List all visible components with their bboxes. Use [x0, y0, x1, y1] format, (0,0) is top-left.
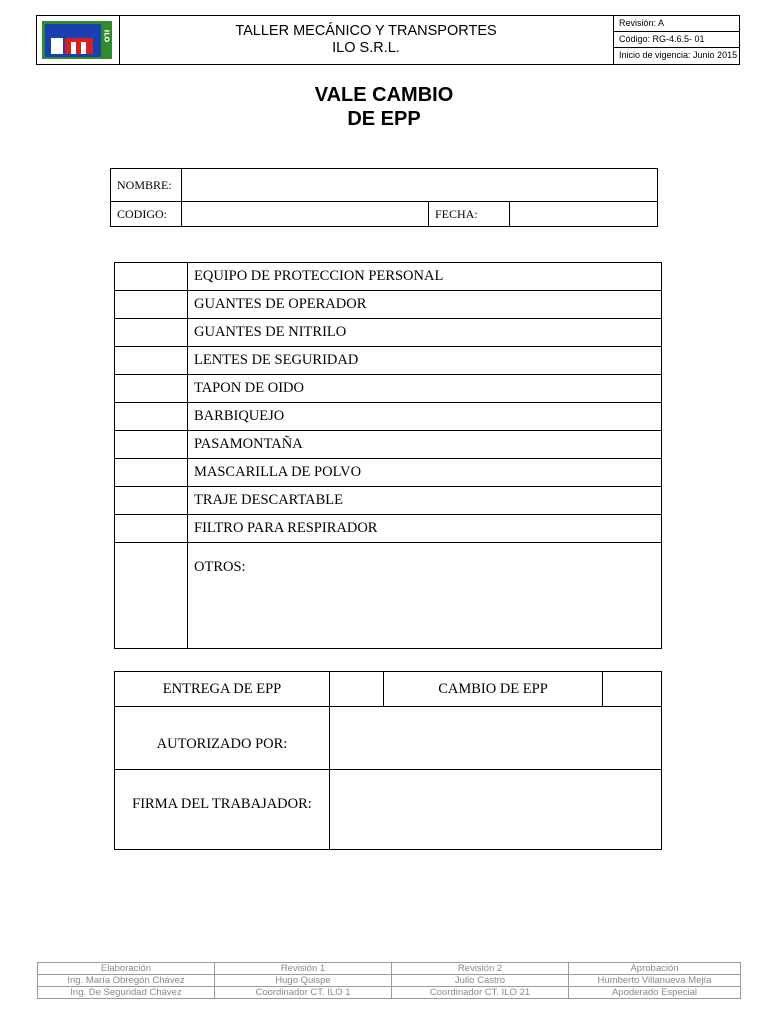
- footer-header: Aprobación: [569, 963, 741, 975]
- firma-field[interactable]: [330, 770, 662, 850]
- logo-letters: ILO: [102, 29, 111, 43]
- epp-check[interactable]: [115, 431, 188, 459]
- entrega-label: ENTREGA DE EPP: [115, 672, 330, 707]
- epp-row: [115, 375, 662, 403]
- epp-check[interactable]: [115, 263, 188, 291]
- company-logo: [37, 16, 119, 64]
- epp-check[interactable]: [115, 487, 188, 515]
- footer-name: Ing. María Obregón Chávez: [38, 975, 215, 987]
- epp-row: [115, 431, 662, 459]
- worker-info-table: [110, 168, 658, 227]
- footer-name: Hugo Quispe: [215, 975, 392, 987]
- document-title-line-1: VALE CAMBIO: [314, 84, 454, 106]
- epp-check[interactable]: [115, 347, 188, 375]
- document-title-line-2: DE EPP: [347, 108, 421, 130]
- epp-item-label: TRAJE DESCARTABLE: [188, 487, 662, 515]
- footer-name: Julio Castro: [392, 975, 569, 987]
- footer-role: Coordinador CT. ILO 1: [215, 987, 392, 999]
- fecha-label: FECHA:: [429, 202, 510, 227]
- epp-row: [115, 319, 662, 347]
- footer-role: Ing. De Seguridad Chávez: [38, 987, 215, 999]
- footer-role: Apoderado Especial: [569, 987, 741, 999]
- codigo-field[interactable]: [182, 202, 429, 227]
- epp-table: [114, 262, 662, 649]
- otros-check[interactable]: [115, 543, 188, 649]
- cambio-check[interactable]: [603, 672, 662, 707]
- codigo-label: CODIGO:: [111, 202, 182, 227]
- firma-label: FIRMA DEL TRABAJADOR:: [115, 770, 330, 850]
- epp-item-label: MASCARILLA DE POLVO: [188, 459, 662, 487]
- epp-check[interactable]: [115, 375, 188, 403]
- epp-row: [115, 459, 662, 487]
- otros-row: [115, 543, 662, 649]
- autorizado-field[interactable]: [330, 707, 662, 770]
- epp-check[interactable]: [115, 403, 188, 431]
- footer-name: Humberto Villanueva Mejía: [569, 975, 741, 987]
- company-line-1: TALLER MECÁNICO Y TRANSPORTES: [235, 23, 497, 39]
- entrega-check[interactable]: [330, 672, 384, 707]
- epp-check[interactable]: [115, 319, 188, 347]
- epp-item-label: TAPON DE OIDO: [188, 375, 662, 403]
- footer-header: Revisión 1: [215, 963, 392, 975]
- epp-check[interactable]: [115, 515, 188, 543]
- epp-item-label: PASAMONTAÑA: [188, 431, 662, 459]
- otros-label: OTROS:: [188, 543, 662, 649]
- approval-footer: [37, 962, 741, 999]
- epp-check[interactable]: [115, 459, 188, 487]
- epp-item-label: BARBIQUEJO: [188, 403, 662, 431]
- cambio-label: CAMBIO DE EPP: [384, 672, 603, 707]
- footer-header: Revisión 2: [392, 963, 569, 975]
- epp-item-label: GUANTES DE NITRILO: [188, 319, 662, 347]
- footer-header: Elaboración: [38, 963, 215, 975]
- vigencia-text: Inicio de vigencia: Junio 2015: [619, 50, 738, 60]
- epp-row: [115, 347, 662, 375]
- footer-headers-row: [38, 963, 741, 975]
- epp-item-label: FILTRO PARA RESPIRADOR: [188, 515, 662, 543]
- codigo-text: Código: RG-4.6.5- 01: [614, 32, 740, 48]
- epp-row: [115, 487, 662, 515]
- nombre-label: NOMBRE:: [111, 169, 182, 202]
- autorizado-label: AUTORIZADO POR:: [115, 707, 330, 770]
- logo-cell: [37, 16, 120, 64]
- epp-item-label: GUANTES DE OPERADOR: [188, 291, 662, 319]
- company-line-2: ILO S.R.L.: [332, 40, 400, 56]
- signoff-table: [114, 671, 662, 850]
- revision-text: Revisión: A: [614, 16, 740, 32]
- company-name: [119, 16, 614, 64]
- epp-row: [115, 403, 662, 431]
- document-meta: [614, 16, 740, 64]
- epp-row: [115, 291, 662, 319]
- document-header: [36, 15, 740, 65]
- fecha-field[interactable]: [510, 202, 658, 227]
- epp-check[interactable]: [115, 291, 188, 319]
- epp-item-label: LENTES DE SEGURIDAD: [188, 347, 662, 375]
- nombre-field[interactable]: [182, 169, 658, 202]
- footer-names-row: [38, 975, 741, 987]
- footer-roles-row: [38, 987, 741, 999]
- epp-row: [115, 263, 662, 291]
- footer-role: Coordinador CT. ILO 21: [392, 987, 569, 999]
- epp-row: [115, 515, 662, 543]
- epp-item-label: EQUIPO DE PROTECCION PERSONAL: [188, 263, 662, 291]
